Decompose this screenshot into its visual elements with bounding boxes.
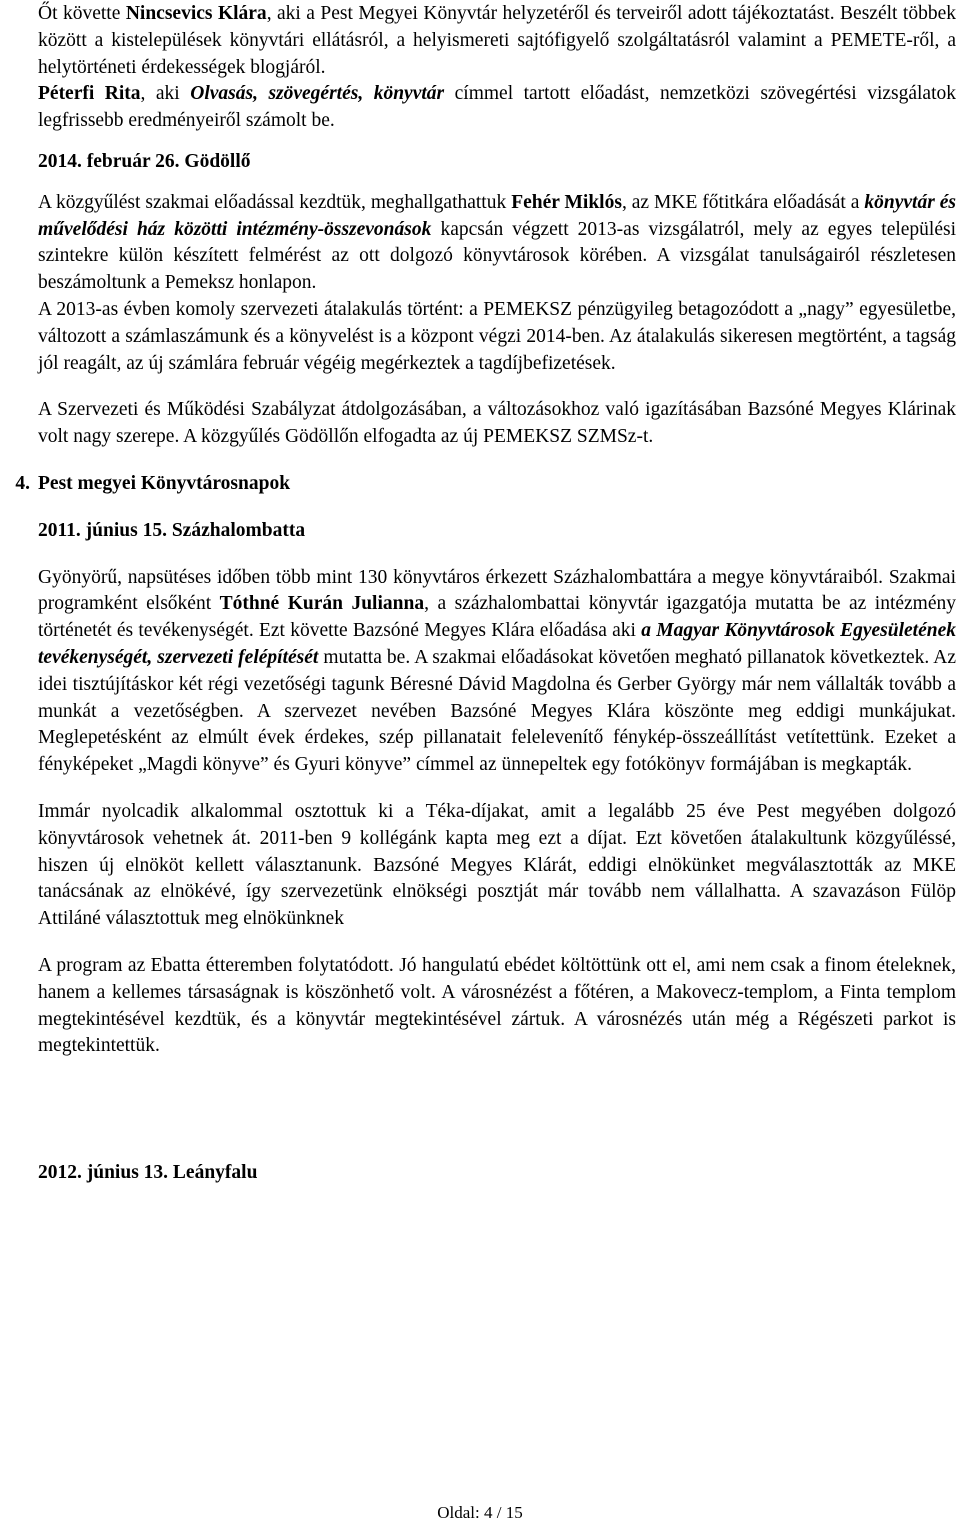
text: A közgyűlést szakmai előadással kezdtük, meghallgathattuk bbox=[38, 191, 512, 213]
text: kapcsán végzett 2013-as vizsgálatról, mely az egyes települési szintekre külön készített felmérést az ott dolgozó könyvtárosok körében. A vizsgálat tanulságairól részletesen beszámoltunk a Pemeksz honlapon. bbox=[38, 218, 956, 294]
paragraph-kozgyules bbox=[38, 190, 956, 297]
lecture-title: könyvtár és művelődési ház közötti intézmény-összevonások bbox=[38, 191, 956, 240]
event-date-leanyfalu: 2012. június 13. Leányfalu bbox=[38, 1162, 258, 1184]
paragraph-program: A program az Ebatta étteremben folytatódott. Jó hangulatú ebédet költöttünk ott el, ami nem csak a finom ételeknek, hanem a kellemes társaságnak is köszönhető volt. A városnézést a főtéren, a Makovecz-templom, a Finta templom megtekintésével kezdtük, és a könyvtár megtekintésével zártuk. A városnézés után még a Régészeti parkot is megtekintettük. bbox=[38, 954, 956, 1057]
text: , a százhalombattai könyvtár igazgatója mutatta be az intézmény történetét és tevékenységét. Ezt követte Bazsóné Megyes Klára előadása aki bbox=[38, 593, 956, 642]
person-name: Péterfi Rita bbox=[38, 83, 141, 105]
text: , aki a Pest Megyei Könyvtár helyzetéről és terveiről adott tájékoztatást. Beszélt többek között a kistelepülések könyvtári ellátásról, a helyismereti sajtófigyelő szolgáltatásról valamint a PEMETE-ről, a helytörténeti érdekességek blogjáról. bbox=[38, 3, 956, 78]
paragraph-atalakulas: A 2013-as évben komoly szervezeti átalakulás történt: a PEMEKSZ pénzügyileg betagozódott a „nagy” egyesületbe, változott a számlaszámunk és a könyvelést is a központ végzi 2014-ben. Az átalakulás sikeresen megtörtént, a tagság jól reagált, az új számlára február végéig megérkeztek a tagdíjbefizetések. bbox=[38, 298, 956, 374]
text: Gyönyörű, napsütéses időben több mint 130 könyvtáros érkezett Százhalombattára a megye könyvtáraiból. Szakmai programként elsőként bbox=[38, 566, 956, 615]
person-name: Fehér Miklós bbox=[511, 191, 622, 213]
lecture-title: Olvasás, szövegértés, könyvtár bbox=[190, 83, 445, 105]
page-number: Oldal: 4 / 15 bbox=[437, 1503, 523, 1522]
paragraph-nincsevics bbox=[38, 0, 956, 81]
text: címmel tartott előadást, nemzetközi szövegértési vizsgálatok legfrissebb eredményeiről számolt be. bbox=[38, 83, 956, 132]
text: , az MKE főtitkára előadását a bbox=[621, 191, 865, 213]
text: , aki bbox=[140, 83, 191, 105]
text: mutatta be. A szakmai előadásokat követően megható pillanatok következtek. Az idei tisztújításkor két régi vezetőségi tagunk Béresné Dávid Magdolna és Gerber György már nem vállalták tovább a munkát a vezetőségben. A szervezet nevében Bazsóné Megyes Klára köszönte meg eddigi munkájukat. Meglepetésként az elmúlt évek érdekes, szép pillanatait felelevenítő fénykép-összeállítást vetítettünk. Ezeket a fényképeket „Magdi könyve” és Gyuri könyve” címmel az ünnepeltek egy fotókönyv formájában is megkapták. bbox=[38, 646, 956, 776]
paragraph-szmsz: A Szervezeti és Működési Szabályzat átdolgozásában, a változásokhoz való igazításában Bazsóné Megyes Klárinak volt nagy szerepe. A közgyűlés Gödöllőn elfogadta az új PEMEKSZ SZMSz-t. bbox=[38, 399, 956, 448]
paragraph-peterfi bbox=[38, 81, 956, 135]
section-heading bbox=[15, 471, 956, 498]
event-date-szazhalombatta: 2011. június 15. Százhalombatta bbox=[38, 519, 306, 541]
paragraph-konyvtarosnap bbox=[38, 565, 956, 779]
document-page bbox=[15, 0, 956, 1187]
text: Őt követte bbox=[38, 3, 126, 24]
section-title: Pest megyei Könyvtárosnapok bbox=[38, 472, 291, 494]
section-number: 4. bbox=[15, 472, 30, 494]
lecture-title: a Magyar Könyvtárosok Egyesületének tevékenységét, szervezeti felépítését bbox=[38, 620, 956, 668]
paragraph-teka-dijak: Immár nyolcadik alkalommal osztottuk ki a Téka-díjakat, amit a legalább 25 éve Pest megyében dolgozó könyvtárosok vehetnek át. 2011-ben 9 kollégánk kapta meg ezt a díjat. Ezt követően átalakultunk közgyűléssé, hiszen új elnököt kellett választanunk. Bazsóné Megyes Klárát, eddigi elnökünket megválasztották az MKE tanácsának az elnökévé, így szervezetünk elnökségi posztját már tovább nem vállalhatta. A szavazáson Fülöp Attiláné választottuk meg elnökünknek bbox=[38, 800, 956, 930]
person-name: Nincsevics Klára bbox=[125, 3, 267, 24]
event-date-godollo: 2014. február 26. Gödöllő bbox=[38, 150, 251, 172]
person-name: Tóthné Kurán Julianna bbox=[219, 593, 425, 615]
